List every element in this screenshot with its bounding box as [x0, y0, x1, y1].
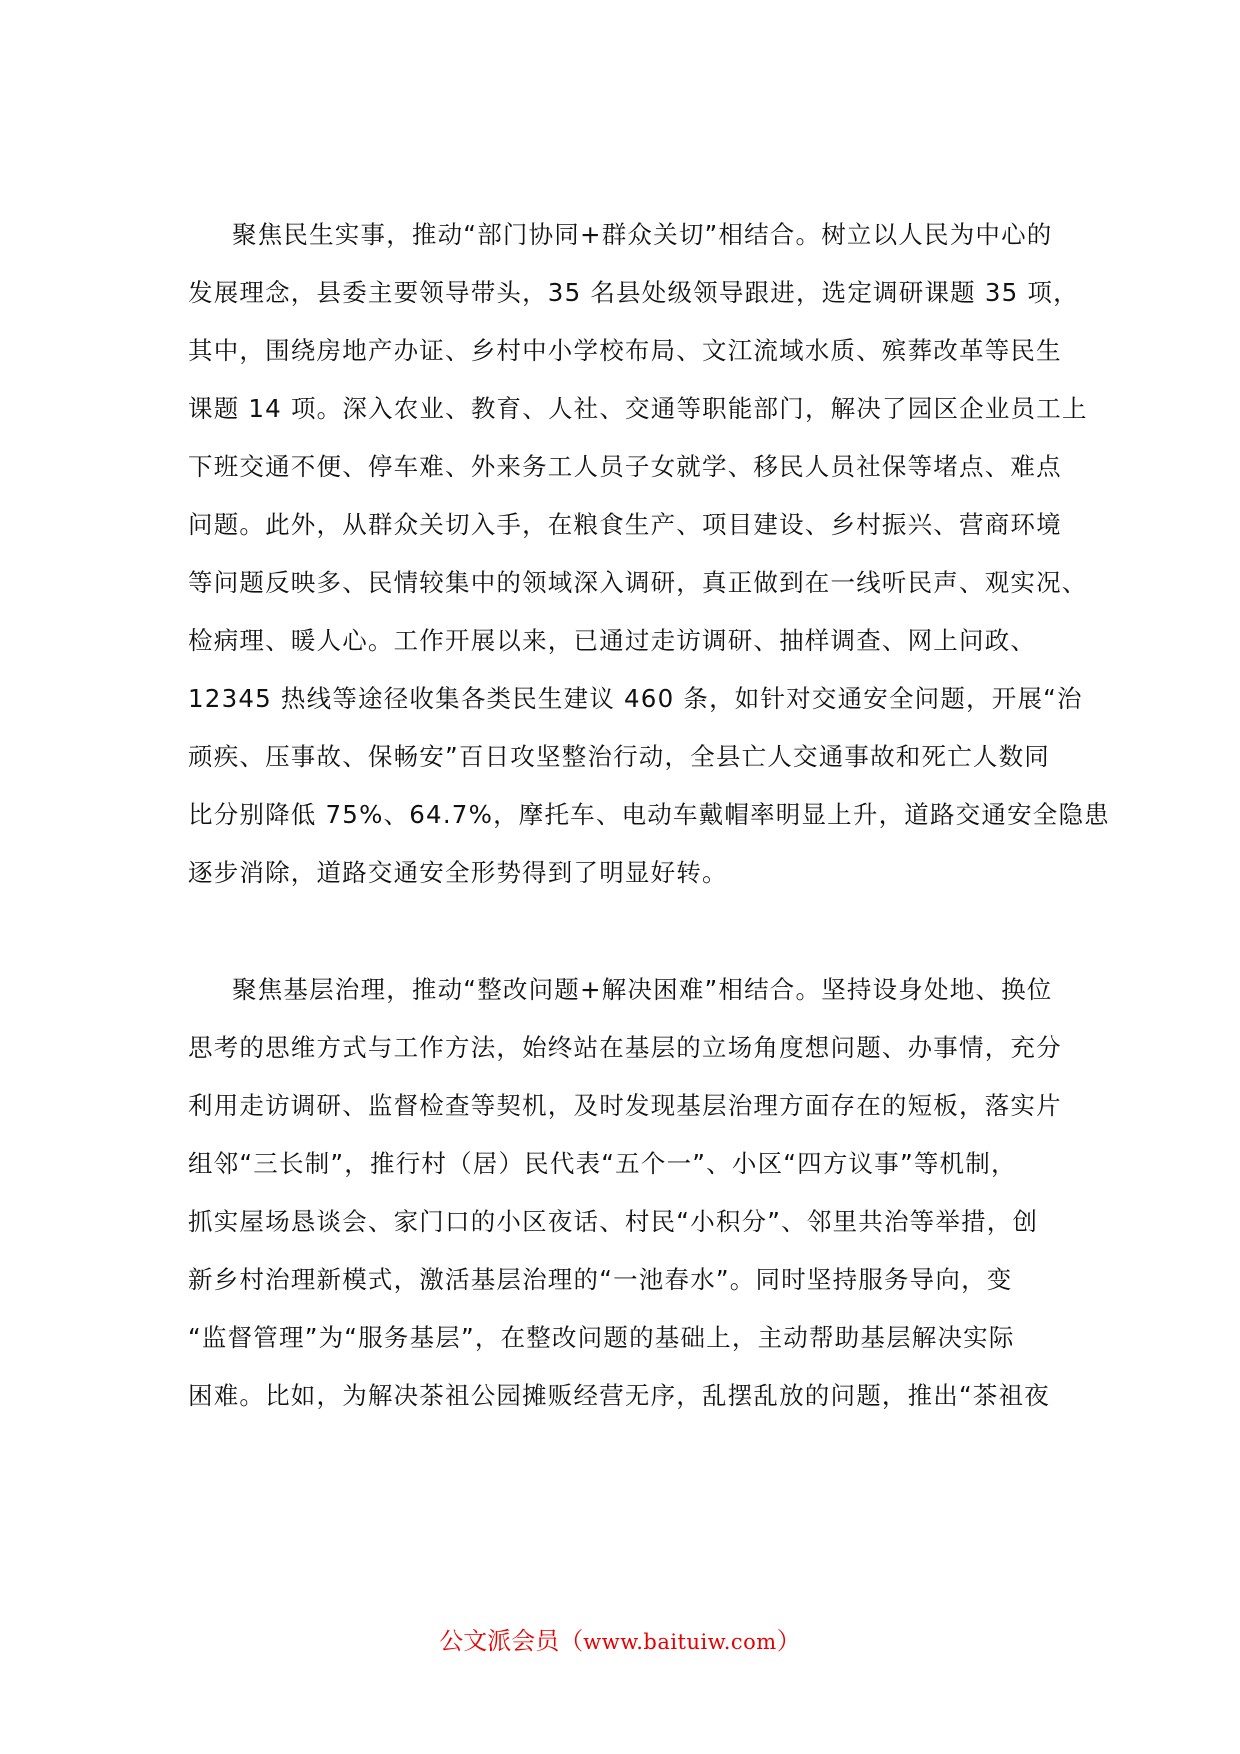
footer-label: 公文派会员（: [439, 1627, 584, 1655]
footer-url-link[interactable]: www.baituiw.com: [583, 1630, 777, 1654]
paragraph-line: 困难。比如，为解决茶祖公园摊贩经营无序，乱摆乱放的问题，推出“茶祖夜: [188, 1381, 1050, 1410]
paragraph-line: 顽疾、压事故、保畅安”百日攻坚整治行动，全县亡人交通事故和死亡人数同: [188, 742, 1050, 771]
paragraph-line: 其中，围绕房地产办证、乡村中小学校布局、文江流域水质、殡葬改革等民生: [188, 336, 1062, 365]
paragraph-line: 聚焦基层治理，推动“整改问题+解决困难”相结合。坚持设身处地、换位: [232, 975, 1053, 1004]
paragraph-line: 等问题反映多、民情较集中的领域深入调研，真正做到在一线听民声、观实况、: [188, 568, 1088, 597]
paragraph-line: 利用走访调研、监督检查等契机，及时发现基层治理方面存在的短板，落实片: [188, 1091, 1062, 1120]
paragraph-line: 检病理、暖人心。工作开展以来，已通过走访调研、抽样调查、网上问政、: [188, 626, 1037, 655]
paragraph-line: 下班交通不便、停车难、外来务工人员子女就学、移民人员社保等堵点、难点: [188, 452, 1062, 481]
paragraph-line: 发展理念，县委主要领导带头，35 名县处级领导跟进，选定调研课题 35 项，: [188, 278, 1079, 307]
footer-watermark: [0, 1626, 1240, 1657]
paragraph-line: 比分别降低 75%、64.7%，摩托车、电动车戴帽率明显上升，道路交通安全隐患: [188, 800, 1110, 829]
paragraph-line: 逐步消除，道路交通安全形势得到了明显好转。: [188, 858, 728, 887]
footer-close: ）: [776, 1627, 801, 1655]
paragraph-line: 新乡村治理新模式，激活基层治理的“一池春水”。同时坚持服务导向，变: [188, 1265, 1013, 1294]
paragraph-line: 聚焦民生实事，推动“部门协同+群众关切”相结合。树立以人民为中心的: [232, 220, 1053, 249]
paragraph-line: 组邻“三长制”，推行村（居）民代表“五个一”、小区“四方议事”等机制，: [188, 1149, 1017, 1178]
paragraph-line: “监督管理”为“服务基层”，在整改问题的基础上，主动帮助基层解决实际: [188, 1323, 1015, 1352]
paragraph-line: 12345 热线等途径收集各类民生建议 460 条，如针对交通安全问题，开展“治: [188, 684, 1083, 713]
paragraph-line: 抓实屋场恳谈会、家门口的小区夜话、村民“小积分”、邻里共治等举措，创: [188, 1207, 1039, 1236]
paragraph-line: 课题 14 项。深入农业、教育、人社、交通等职能部门，解决了园区企业员工上: [188, 394, 1088, 423]
paragraph-line: 思考的思维方式与工作方法，始终站在基层的立场角度想问题、办事情，充分: [188, 1033, 1062, 1062]
paragraph-line: 问题。此外，从群众关切入手，在粮食生产、项目建设、乡村振兴、营商环境: [188, 510, 1062, 539]
